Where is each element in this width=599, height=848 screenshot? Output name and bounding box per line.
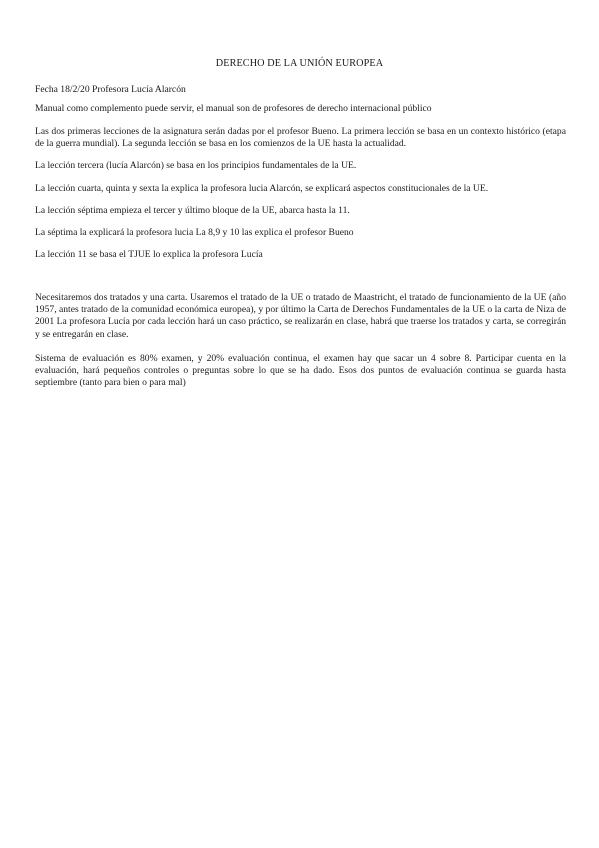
- document-title: DERECHO DE LA UNIÓN EUROPEA: [215, 58, 384, 69]
- paragraph-lessons-four-six: [35, 183, 566, 195]
- paragraph-2: Manual como complemento puede servir, el manual son de profesores de derecho internacional público: [35, 103, 432, 114]
- paragraph-evaluation: [35, 353, 566, 390]
- paragraph-8: La lección 11 se basa el TJUE lo explica la profesora Lucía: [35, 249, 263, 260]
- paragraph-lesson-eleven: [35, 249, 566, 261]
- paragraph-5: La lección cuarta, quinta y sexta la explica la profesora lucia Alarcón, se explicará aspectos constitucionales de la UE.: [35, 183, 489, 194]
- paragraph-treaties: [35, 292, 566, 341]
- paragraph-seven-teachers: [35, 227, 566, 239]
- paragraph-10: Sistema de evaluación es 80% examen, y 20% evaluación continua, el examen hay que sacar un 4 sobre 8. Participar cuenta en la evaluación, hará pequeños controles o preguntas sobre lo que se ha dado. Esos dos puntos de evaluación continua se guarda hasta septiembre (tanto para bien o para mal): [35, 353, 566, 389]
- paragraph-9: Necesitaremos dos tratados y una carta. Usaremos el tratado de la UE o tratado de Maastricht, el tratado de funcionamiento de la UE (año 1957, antes tratado de la comunidad económica europea), y por último la Carta de Derechos Fundamentales de la UE o la carta de Niza de 2001 La profesora Lucía por cada lección hará un caso práctico, se realizarán en clase, habrá que traerse los tratados y carta, se corregirán y se entregarán en clase.: [35, 292, 566, 340]
- paragraph-4: La lección tercera (lucía Alarcón) se basa en los principios fundamentales de la UE.: [35, 160, 357, 171]
- paragraph-6: La lección séptima empieza el tercer y último bloque de la UE, abarca hasta la 11.: [35, 205, 350, 216]
- paragraph-1: Fecha 18/2/20 Profesora Lucía Alarcón: [35, 84, 186, 95]
- paragraph-lesson-three: [35, 160, 566, 172]
- paragraph-lesson-seven: [35, 205, 566, 217]
- paragraph-manual: [35, 103, 566, 115]
- paragraph-first-lessons: [35, 126, 566, 150]
- paragraph-3: Las dos primeras lecciones de la asignatura serán dadas por el profesor Bueno. La primera lección se basa en un contexto histórico (etapa de la guerra mundial). La segunda lección se basa en los comienzos de la UE hasta la actualidad.: [35, 126, 566, 150]
- paragraph-7: La séptima la explicará la profesora lucia La 8,9 y 10 las explica el profesor Bueno: [35, 227, 354, 238]
- paragraph-date: [35, 84, 566, 96]
